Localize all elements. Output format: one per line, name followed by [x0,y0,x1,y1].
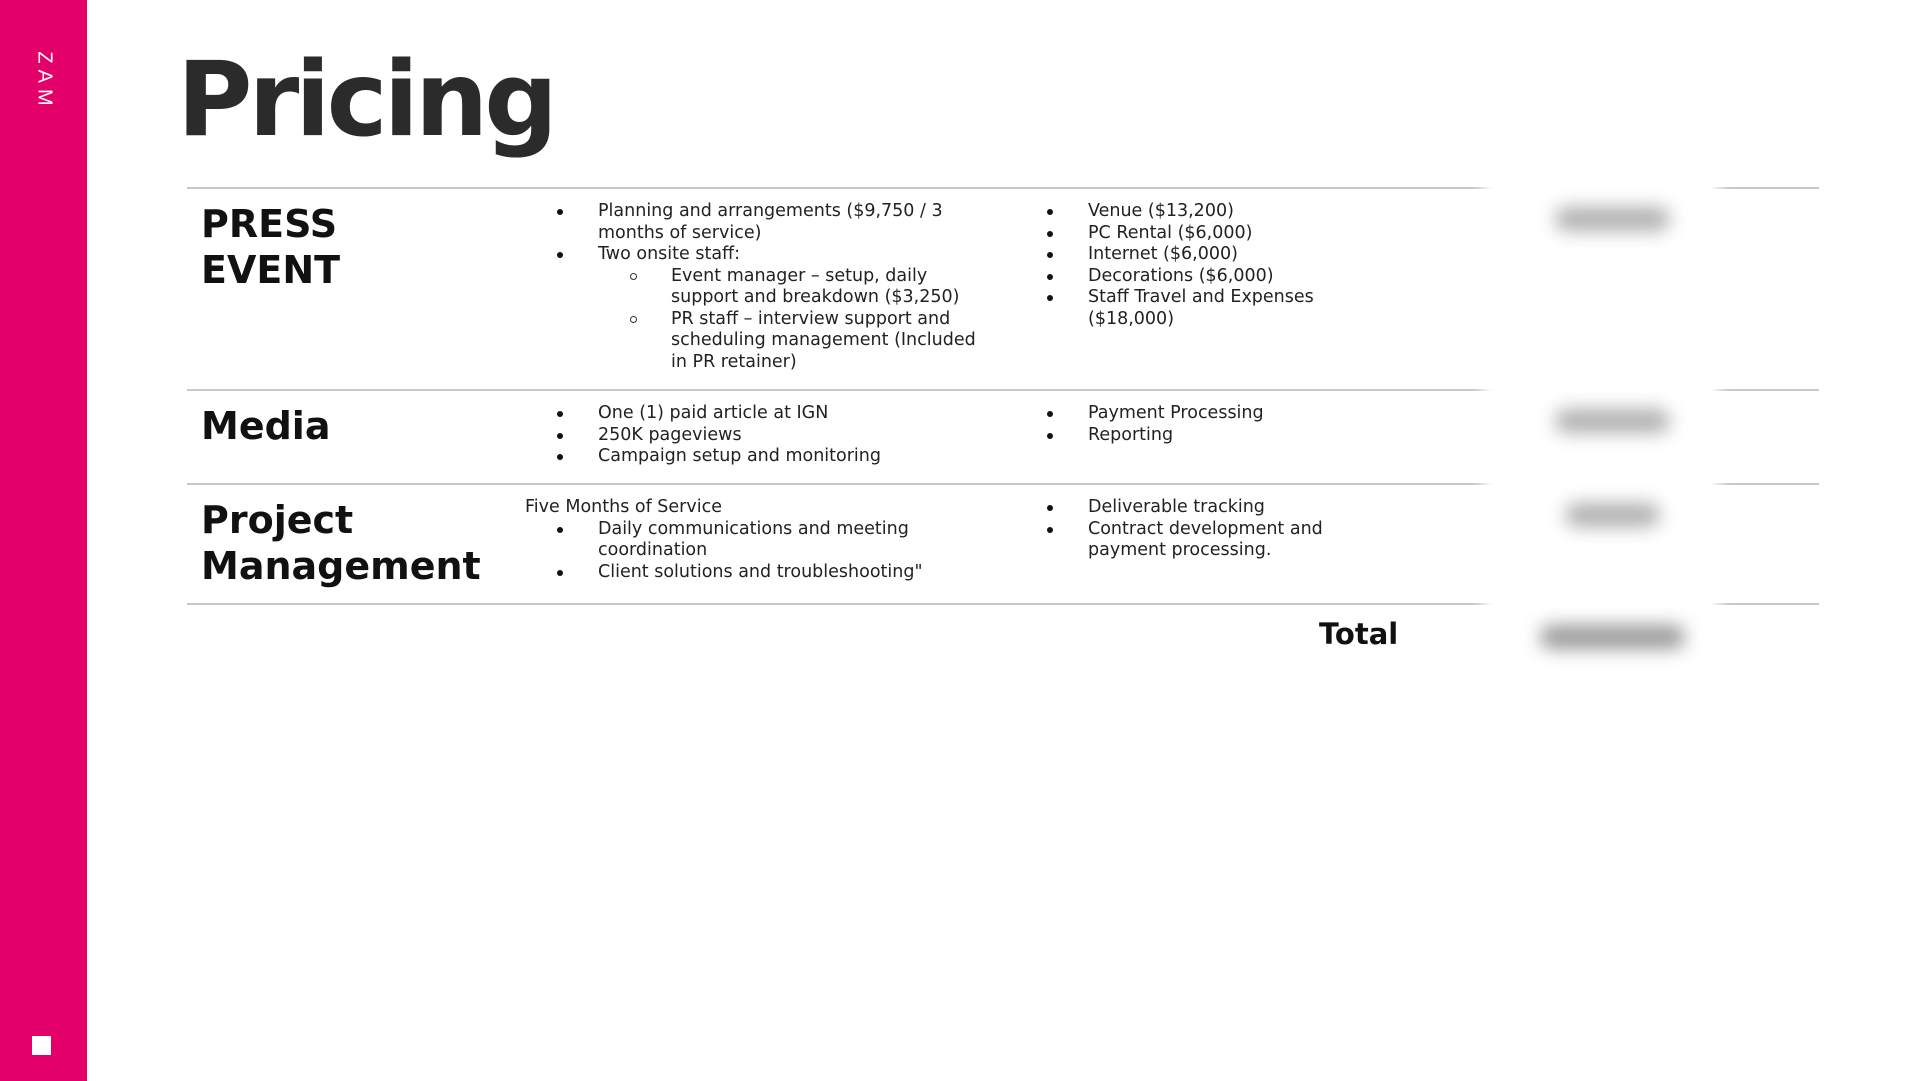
project-management-services [525,497,965,583]
row-label-line: Media [201,404,331,448]
page-title: Pricing [177,40,555,160]
row-label-project-management [201,497,481,589]
sub-list-item: Event manager – setup, daily support and breakdown ($3,250) [550,266,990,309]
total-label: Total [1319,617,1399,651]
press-event-costs [1040,201,1340,330]
list-item: Decorations ($6,000) [1040,266,1340,288]
redacted-price [1555,409,1670,433]
list-item: One (1) paid article at IGN [550,403,990,425]
list-item: Planning and arrangements ($9,750 / 3 months of service) [550,201,990,244]
redacted-price [1565,503,1660,527]
media-services [550,403,990,468]
services-intro: Five Months of Service [525,497,722,517]
row-label-line: Management [201,544,481,588]
list-item: Payment Processing [1040,403,1340,425]
list-item: Daily communications and meeting coordination [550,519,965,562]
row-label-line: Project [201,498,354,542]
list-item: Reporting [1040,425,1340,447]
brand-sidebar [0,0,87,1081]
brand-text: ZAM [33,50,56,112]
redacted-total-price [1540,625,1685,649]
list-item: Contract development and payment processing. [1040,519,1340,562]
list-item: PC Rental ($6,000) [1040,223,1340,245]
list-item: Staff Travel and Expenses ($18,000) [1040,287,1340,330]
brand-logo [26,48,62,114]
list-item: 250K pageviews [550,425,990,447]
project-management-costs [1040,497,1340,562]
list-item: Venue ($13,200) [1040,201,1340,223]
list-item: Two onsite staff: [550,244,990,266]
press-event-services [550,201,990,373]
square-icon [32,1036,51,1055]
list-item: Deliverable tracking [1040,497,1340,519]
row-label-media [201,403,330,449]
list-item: Internet ($6,000) [1040,244,1340,266]
row-label-line: PRESS [201,202,338,246]
list-item: Client solutions and troubleshooting" [550,562,965,584]
media-costs [1040,403,1340,446]
list-item: Campaign setup and monitoring [550,446,990,468]
redacted-price [1555,207,1670,231]
row-label-press-event [201,201,340,293]
row-label-line: EVENT [201,248,341,292]
sub-list-item: PR staff – interview support and scheduling management (Included in PR retainer) [550,309,990,374]
